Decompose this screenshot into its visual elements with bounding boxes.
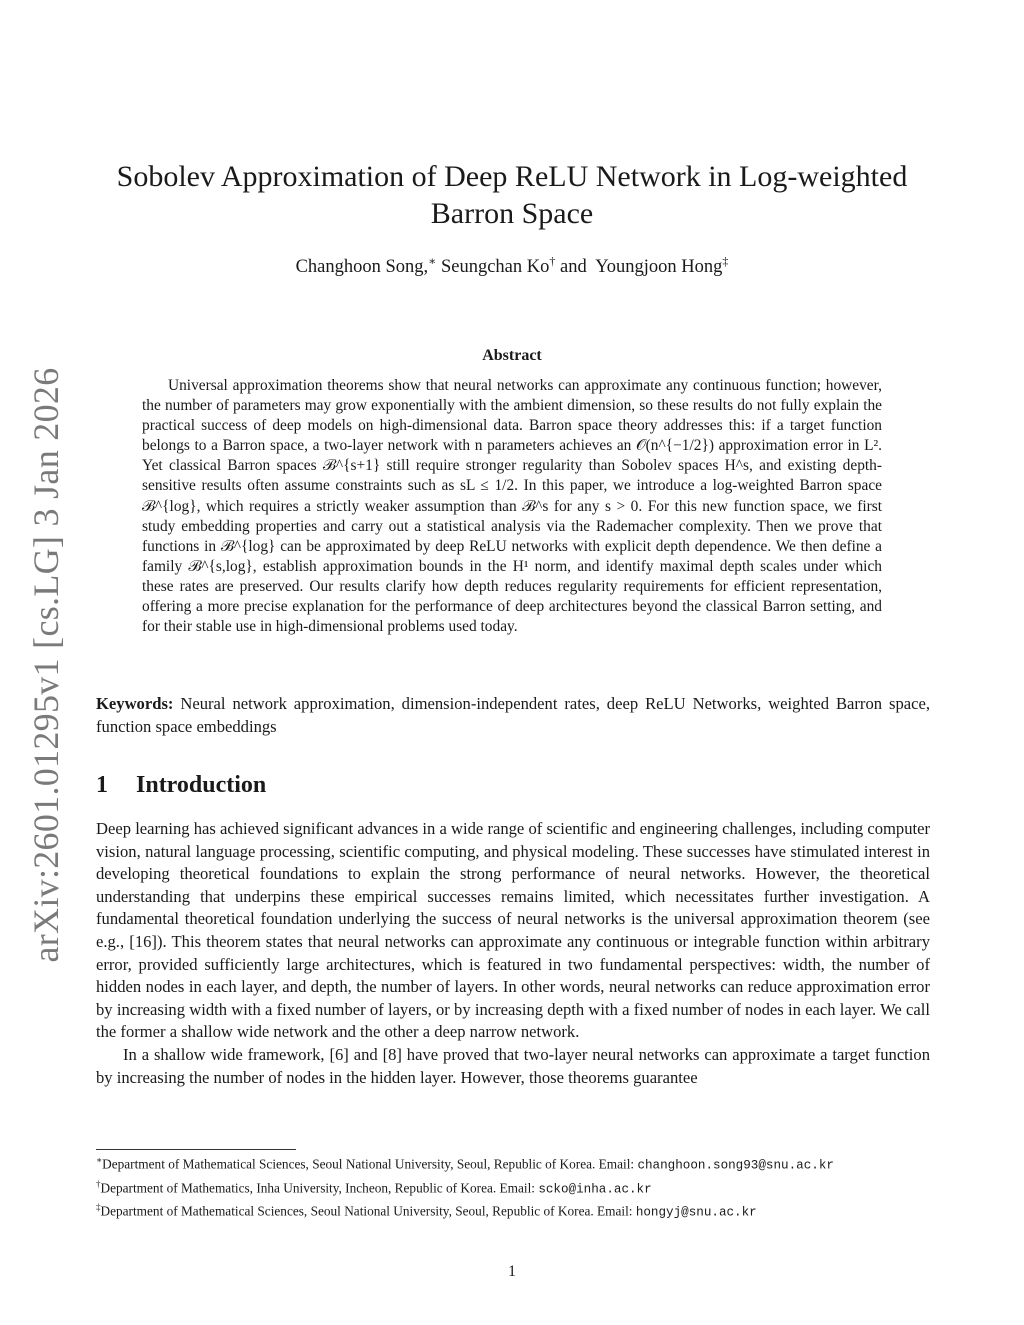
abstract-text: Universal approximation theorems show that neural networks can approximate any continuous function; however, the number of parameters may grow exponentially with the ambient dimension, so these results do not fully explain the practical success of deep models on high-dimensional data. Barron space theory addresses this: if a target function belongs to a Barron space, a two-layer network with n parameters achieves an 𝒪(n^{−1/2}) approximation error in L². Yet classical Barron spaces ℬ^{s+1} still require stronger regularity than Sobolev spaces H^s, and existing depth-sensitive results often assume constraints such as sL ≤ 1/2. In this paper, we introduce a log-weighted Barron space ℬ^{log}, which requires a strictly weaker assumption than ℬ^s for any s > 0. For this new function space, we first study embedding properties and carry out a statistical analysis via the Rademacher complexity. Then we prove that functions in ℬ^{log} can be approximated by deep ReLU networks with explicit depth dependence. We then define a family ℬ^{s,log}, establish approximation bounds in the H¹ norm, and identify maximal depth scales under which these rates are preserved. Our results clarify how depth reduces regularity requirements for efficient representation, offering a more precise explanation for the performance of deep architectures beyond the classical Barron setting, and for their stable use in high-dimensional problems used today. <box>142 377 882 636</box>
footnote-mark: † <box>96 1178 101 1189</box>
page-number: 1 <box>508 1263 516 1280</box>
author-list <box>90 254 934 278</box>
footnote <box>96 1151 930 1175</box>
author-name: Changhoon Song, <box>295 257 429 278</box>
body-text <box>96 818 930 1089</box>
footnote-mark: ‡ <box>96 1202 101 1213</box>
section-title: Introduction <box>136 772 267 798</box>
section-number: 1 <box>96 772 108 798</box>
author-joiner: and <box>559 257 587 278</box>
footnote-rule <box>96 1149 296 1150</box>
paper-title: Sobolev Approximation of Deep ReLU Network in Log-weighted Barron Space <box>116 160 908 230</box>
author-name: Youngjoon Hong <box>595 257 723 278</box>
keywords-label: Keywords: <box>96 694 174 713</box>
footnote-email: changhoon.song93@snu.ac.kr <box>637 1158 834 1173</box>
footnote-email: scko@inha.ac.kr <box>538 1182 652 1197</box>
footnote-text: Department of Mathematical Sciences, Seoul National University, Seoul, Republic of Korea. Email: <box>102 1156 635 1172</box>
arxiv-stamp <box>16 367 76 963</box>
footnote <box>96 1198 930 1222</box>
footnotes <box>96 1151 930 1222</box>
author-mark: ∗ <box>428 254 437 268</box>
paragraph: Deep learning has achieved significant advances in a wide range of scientific and engineering challenges, including computer vision, natural language processing, scientific computing, and physical modeling. These successes have stimulated interest in developing theoretical foundations to explain the strong performance of neural networks. However, the theoretical understanding that underpins these empirical successes remains limited, which necessitates further investigation. A fundamental theoretical foundation underlying the success of neural networks is the universal approximation theorem (see e.g., [16]). This theorem states that neural networks can approximate any continuous or integrable function within arbitrary error, provided sufficiently large architectures, which is featured in two fundamental perspectives: width, the number of hidden nodes in each layer, and depth, the number of layers. In other words, neural networks can reduce approximation error by increasing width with a fixed number of layers, or by increasing depth with a fixed number of nodes in each layer. We call the former a shallow wide network and the other a deep narrow network. <box>96 819 930 1042</box>
footnote <box>96 1175 930 1199</box>
keywords <box>96 693 930 738</box>
section-heading <box>96 772 266 799</box>
footnote-mark: ∗ <box>96 1155 103 1165</box>
footnote-email: hongyj@snu.ac.kr <box>635 1205 757 1220</box>
author-mark: ‡ <box>722 254 729 268</box>
abstract-heading: Abstract <box>482 347 542 364</box>
author-name: Seungchan Ko <box>440 257 550 278</box>
footnote-text: Department of Mathematical Sciences, Seoul National University, Seoul, Republic of Korea. Email: <box>100 1203 633 1219</box>
keywords-text: Neural network approximation, dimension-independent rates, deep ReLU Networks, weighted Barron space, function space embeddings <box>96 694 930 736</box>
arxiv-stamp-text: arXiv:2601.01295v1 [cs.LG] 3 Jan 2026 <box>26 367 66 963</box>
paragraph: In a shallow wide framework, [6] and [8] have proved that two-layer neural networks can approximate a target function by increasing the number of nodes in the hidden layer. However, those theorems guarantee <box>96 1044 930 1087</box>
author-mark: † <box>549 254 556 268</box>
footnote-text: Department of Mathematics, Inha University, Incheon, Republic of Korea. Email: <box>100 1180 535 1196</box>
